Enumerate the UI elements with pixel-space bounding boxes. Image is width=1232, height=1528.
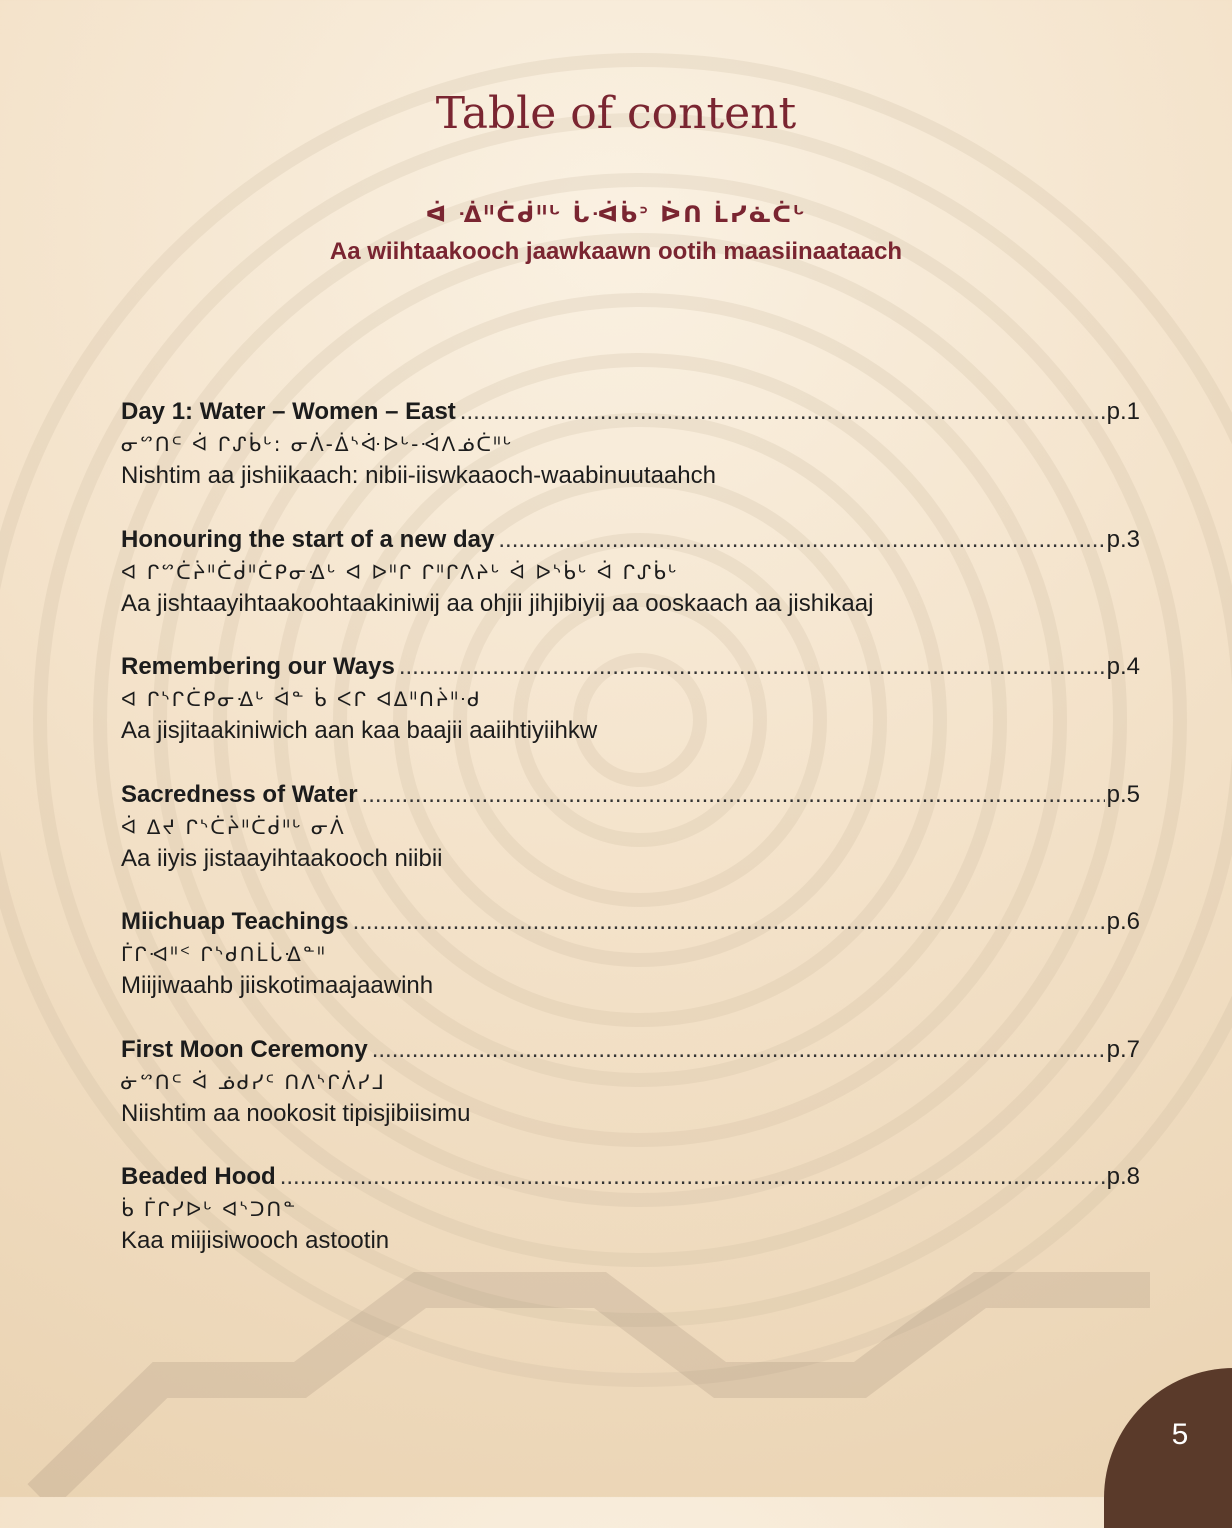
- subtitle-syllabics: ᐋ ᐐᐦᑖᑰᐦᒡ ᒑᐙᑳᐣ ᐆᑎ ᒫᓯᓈᑖᒡ: [425, 202, 807, 228]
- toc-entry-syllabics: ᒦᒋᐗᐦᑉ ᒋᔅᑯᑎᒫᒑᐎᓐᐦ: [121, 942, 327, 966]
- toc-page-ref: p.3: [1106, 525, 1140, 553]
- toc-entry-heading: [121, 396, 1140, 428]
- toc-entry[interactable]: [121, 651, 1140, 779]
- dot-leader: [372, 1034, 1105, 1066]
- toc-entry-heading: [121, 906, 1140, 938]
- toc-page-ref: p.4: [1106, 653, 1140, 680]
- toc-entry-heading: [121, 779, 1140, 811]
- toc-entry-title: Sacredness of Water: [121, 780, 358, 808]
- toc-entry[interactable]: [121, 396, 1140, 524]
- dot-leader: [460, 396, 1105, 428]
- toc-entry-roman: Aa jisjitaakiniwich aan kaa baajii aaiihtiyiihkw: [121, 717, 598, 744]
- toc-entry-roman: Niishtim aa nookosit tipisjibiisimu: [121, 1099, 471, 1127]
- dot-leader: [280, 1161, 1105, 1193]
- toc-page-ref: p.7: [1106, 1035, 1140, 1063]
- dot-leader: [399, 651, 1105, 683]
- toc-entry-heading: [121, 651, 1140, 683]
- toc-entry-roman: Aa jishtaayihtaakoohtaakiniwij aa ohjii jihjibiyij aa ooskaach aa jishikaaj: [121, 589, 874, 617]
- dot-leader: [498, 524, 1104, 556]
- dot-leader: [362, 779, 1105, 811]
- toc-page-ref: p.8: [1106, 1163, 1140, 1190]
- toc-entry-title: Beaded Hood: [121, 1163, 276, 1190]
- toc-entry-title: Miichuap Teachings: [121, 908, 349, 935]
- toc-entry[interactable]: [121, 906, 1140, 1034]
- toc-entry[interactable]: [121, 1034, 1140, 1162]
- page-title: Table of content: [435, 88, 797, 139]
- toc-entry-syllabics: ᐊ ᒋᔅᒋᑖᑭᓂᐎᒡ ᐋᓐ ᑳ ᐸᒋ ᐊᐃᐦᑎᔩᐦᐧᑯ: [121, 687, 482, 711]
- dot-leader: [353, 906, 1105, 938]
- toc-entry-heading: [121, 1161, 1140, 1193]
- subtitle-roman: Aa wiihtaakooch jaawkaawn ootih maasiinaataach: [329, 238, 903, 265]
- toc-entry-syllabics: ᓃᔥᑎᒼ ᐋ ᓅᑯᓯᑦ ᑎᐱᔅᒋᐲᓯᒧ: [121, 1069, 386, 1094]
- toc-entry-title: First Moon Ceremony: [121, 1035, 368, 1063]
- toc-entry-title: Honouring the start of a new day: [121, 525, 495, 553]
- toc-page-ref: p.6: [1106, 908, 1140, 935]
- toc-entry-roman: Aa iiyis jistaayihtaakooch niibii: [121, 844, 443, 872]
- toc-entry-roman: Kaa miijisiwooch astootin: [121, 1227, 390, 1254]
- toc-entry-roman: Miijiwaahb jiiskotimaajaawinh: [121, 972, 434, 999]
- toc-page-ref: p.5: [1106, 780, 1140, 808]
- toc-entry-heading: [121, 524, 1140, 556]
- toc-entry-syllabics: ᐊ ᒋᔥᑖᔩᐦᑖᑰᐦᑖᑭᓂᐎᒡ ᐊ ᐅᐦᒋ ᒋᐦᒋᐱᔨᒡ ᐋ ᐅᔅᑳᒡ ᐋ ᒋᔑᑳᒡ: [121, 559, 679, 584]
- toc-entry-roman: Nishtim aa jishiikaach: nibii-iiswkaaoch-waabinuutaahch: [121, 462, 716, 489]
- toc-entry-syllabics: ᐋ ᐃᔪ ᒋᔅᑖᔩᐦᑖᑰᐦᒡ ᓂᐲ: [121, 814, 346, 839]
- toc-entry-syllabics: ᑳ ᒦᒋᓯᐅᒡ ᐊᔅᑐᑎᓐ: [121, 1197, 298, 1221]
- page-number: 5: [1171, 1418, 1189, 1451]
- table-of-contents: [121, 396, 1140, 1289]
- toc-entry-title: Day 1: Water – Women – East: [121, 398, 456, 425]
- toc-page-ref: p.1: [1106, 398, 1140, 425]
- toc-entry[interactable]: [121, 1161, 1140, 1289]
- toc-entry[interactable]: [121, 779, 1140, 907]
- toc-entry[interactable]: [121, 524, 1140, 652]
- toc-entry-title: Remembering our Ways: [121, 653, 395, 680]
- toc-entry-heading: [121, 1034, 1140, 1066]
- toc-entry-syllabics: ᓂᔥᑎᒼ ᐋ ᒋᔑᑳᒡ: ᓂᐲ-ᐄᔅᐚᐅᒡ-ᐙᐱᓅᑖᐦᒡ: [121, 432, 514, 456]
